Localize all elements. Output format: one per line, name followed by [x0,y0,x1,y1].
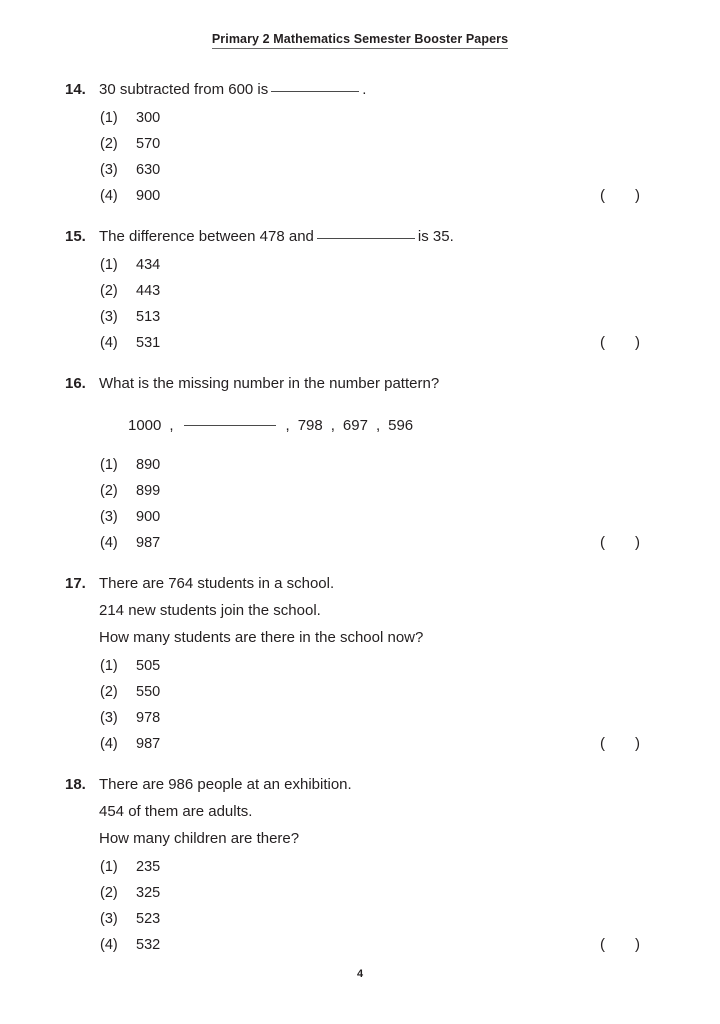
option-value: 505 [136,658,161,674]
option-label: (3) [100,911,118,927]
option-row[interactable] [0,854,720,880]
stem-text: 214 new students join the school. [99,602,321,619]
question-stem-line [99,771,720,798]
option-value: 570 [136,136,161,152]
option-value: 523 [136,911,161,927]
pattern-blank[interactable] [184,425,276,426]
option-value: 531 [136,335,161,351]
option-value: 513 [136,309,161,325]
question-number: 14. [65,81,86,98]
option-row[interactable] [0,330,720,356]
answer-blank[interactable] [271,91,359,92]
option-list [0,252,720,356]
number-pattern [0,412,720,439]
option-value: 434 [136,257,161,273]
option-row[interactable] [0,252,720,278]
stem-text: There are 764 students in a school. [99,575,335,592]
answer-bracket[interactable] [600,731,640,757]
question [0,76,720,209]
option-label: (4) [100,335,118,351]
option-label: (3) [100,309,118,325]
pattern-separator: , [285,417,290,434]
question [0,223,720,356]
option-label: (2) [100,885,118,901]
option-row[interactable] [0,679,720,705]
question-stem-line [99,76,720,103]
option-label: (1) [100,457,118,473]
option-list [0,452,720,556]
option-value: 235 [136,859,161,875]
option-row[interactable] [0,105,720,131]
stem-text: The difference between 478 and [99,228,314,245]
option-value: 987 [136,535,161,551]
option-value: 978 [136,710,161,726]
question-stem-line [99,370,720,397]
answer-bracket-close: ) [635,334,640,351]
answer-bracket-close: ) [635,187,640,204]
stem-text: 454 of them are adults. [99,803,253,820]
question [0,570,720,757]
option-label: (1) [100,257,118,273]
answer-bracket-close: ) [635,534,640,551]
page-number: 4 [356,968,364,980]
option-label: (3) [100,710,118,726]
pattern-separator: , [375,417,381,434]
option-value: 325 [136,885,161,901]
option-label: (2) [100,283,118,299]
question-stem-line [99,570,720,597]
answer-bracket[interactable] [600,530,640,556]
pattern-item: 1000 [128,417,162,434]
question-stem-line [99,597,720,624]
question-stem [0,76,720,103]
stem-text-after: . [362,81,367,98]
option-row[interactable] [0,530,720,556]
question-list [0,76,720,972]
option-row[interactable] [0,880,720,906]
option-label: (2) [100,483,118,499]
option-value: 900 [136,509,161,525]
question-number: 17. [65,575,86,592]
pattern-item: 596 [388,417,414,434]
option-label: (1) [100,658,118,674]
option-label: (2) [100,684,118,700]
stem-text-after: is 35. [417,228,454,245]
question-stem [0,370,720,397]
option-row[interactable] [0,705,720,731]
stem-text: What is the missing number in the number pattern? [99,375,440,392]
option-label: (1) [100,859,118,875]
question [0,370,720,556]
answer-bracket[interactable] [600,183,640,209]
pattern-separator: , [330,417,335,434]
answer-bracket[interactable] [600,330,640,356]
option-value: 300 [136,110,161,126]
option-label: (4) [100,736,118,752]
page-header-title: Primary 2 Mathematics Semester Booster Papers [212,32,508,49]
option-label: (3) [100,162,118,178]
answer-bracket-close: ) [635,735,640,752]
option-row[interactable] [0,278,720,304]
option-row[interactable] [0,452,720,478]
answer-bracket[interactable] [600,932,640,958]
answer-bracket-open: ( [600,334,605,351]
option-label: (4) [100,535,118,551]
option-list [0,653,720,757]
option-row[interactable] [0,653,720,679]
answer-bracket-open: ( [600,187,605,204]
question-number: 18. [65,776,86,793]
option-label: (1) [100,110,118,126]
answer-bracket-open: ( [600,534,605,551]
pattern-item: 697 [342,417,368,434]
option-row[interactable] [0,906,720,932]
option-value: 899 [136,483,161,499]
question-stem [0,570,720,651]
question [0,771,720,958]
answer-blank[interactable] [317,238,415,239]
question-stem-line [99,798,720,825]
option-row[interactable] [0,504,720,530]
option-row[interactable] [0,157,720,183]
option-row[interactable] [0,932,720,958]
option-value: 532 [136,937,161,953]
question-number: 16. [65,375,86,392]
option-value: 890 [136,457,161,473]
option-value: 987 [136,736,161,752]
option-row[interactable] [0,731,720,757]
option-row[interactable] [0,183,720,209]
stem-text: How many children are there? [99,830,300,847]
option-row[interactable] [0,478,720,504]
answer-bracket-open: ( [600,735,605,752]
option-row[interactable] [0,131,720,157]
answer-bracket-open: ( [600,936,605,953]
question-stem-line [99,624,720,651]
option-value: 630 [136,162,161,178]
stem-text: There are 986 people at an exhibition. [99,776,352,793]
pattern-item: 798 [297,417,323,434]
option-label: (4) [100,188,118,204]
option-value: 550 [136,684,161,700]
option-row[interactable] [0,304,720,330]
option-label: (4) [100,937,118,953]
question-stem-line [99,223,720,250]
pattern-separator: , [169,417,174,434]
answer-bracket-close: ) [635,936,640,953]
question-stem [0,223,720,250]
option-label: (3) [100,509,118,525]
question-stem [0,771,720,852]
question-number: 15. [65,228,86,245]
page-header [0,30,720,49]
option-value: 900 [136,188,161,204]
question-stem-line [99,825,720,852]
option-list [0,854,720,958]
option-list [0,105,720,209]
option-label: (2) [100,136,118,152]
option-value: 443 [136,283,161,299]
stem-text: 30 subtracted from 600 is [99,81,269,98]
stem-text: How many students are there in the school now? [99,629,424,646]
